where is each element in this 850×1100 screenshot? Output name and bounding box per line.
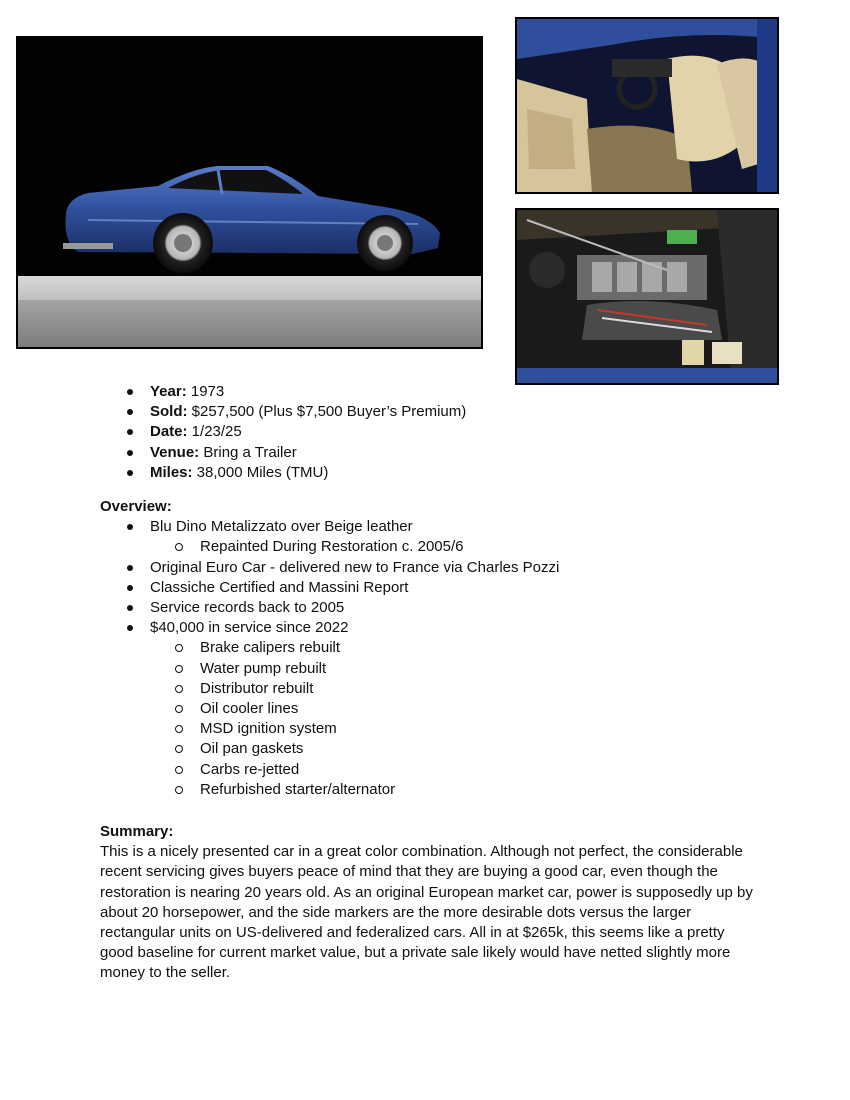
list-item: Blu Dino Metalizzato over Beige leather Repainted During Restoration c. 2005/6 bbox=[100, 517, 760, 557]
sub-list-item: Carbs re-jetted bbox=[100, 760, 760, 780]
engine-photo bbox=[515, 208, 779, 385]
listing-content bbox=[100, 382, 760, 984]
sub-list-item: Refurbished starter/alternator bbox=[100, 780, 760, 800]
list-item: Miles: 38,000 Miles (TMU) bbox=[100, 463, 760, 483]
list-item: $40,000 in service since 2022 Brake calipers rebuilt Water pump rebuilt Distributor rebuilt Oil cooler lines MSD ignition system Oil pan gaskets Carbs re-jetted Refurbished starter/alternator bbox=[100, 618, 760, 800]
list-item: Original Euro Car - delivered new to France via Charles Pozzi bbox=[100, 558, 760, 578]
list-item: Date: 1/23/25 bbox=[100, 422, 760, 442]
main-car-photo bbox=[16, 36, 483, 349]
list-item: Venue: Bring a Trailer bbox=[100, 443, 760, 463]
list-item: Year: 1973 bbox=[100, 382, 760, 402]
sub-list-item: Water pump rebuilt bbox=[100, 659, 760, 679]
overview-heading: Overview: bbox=[100, 498, 172, 516]
interior-image bbox=[517, 19, 777, 192]
sub-list-item: Oil cooler lines bbox=[100, 699, 760, 719]
car-side-profile-image bbox=[18, 38, 481, 347]
sub-list-item: Repainted During Restoration c. 2005/6 bbox=[100, 537, 760, 557]
sub-list bbox=[150, 537, 760, 557]
summary-heading: Summary: bbox=[100, 823, 174, 841]
engine-image bbox=[517, 210, 777, 383]
overview-list bbox=[100, 517, 760, 800]
sub-list-item: Oil pan gaskets bbox=[100, 739, 760, 759]
summary-text: This is a nicely presented car in a great color combination. Although not perfect, the considerable recent servicing gives buyers peace of mind that they are buying a good car, even though the restoration is nearing 20 years old. As an original European market car, power is supposedly up by about 20 horsepower, and the side markers are the more desirable dots versus the larger rectangular units on US-delivered and federalized cars. All in at $265k, this seems like a pretty good baseline for current market value, but a private sale likely would have netted slightly more money to the seller. bbox=[100, 843, 753, 982]
list-item: Classiche Certified and Massini Report bbox=[100, 578, 760, 598]
list-item: Sold: $257,500 (Plus $7,500 Buyer’s Premium) bbox=[100, 402, 760, 422]
spec-list bbox=[100, 382, 760, 483]
interior-photo bbox=[515, 17, 779, 194]
sub-list bbox=[150, 638, 760, 800]
sub-list-item: Distributor rebuilt bbox=[100, 679, 760, 699]
list-item: Service records back to 2005 bbox=[100, 598, 760, 618]
sub-list-item: MSD ignition system bbox=[100, 719, 760, 739]
sub-list-item: Brake calipers rebuilt bbox=[100, 638, 760, 658]
